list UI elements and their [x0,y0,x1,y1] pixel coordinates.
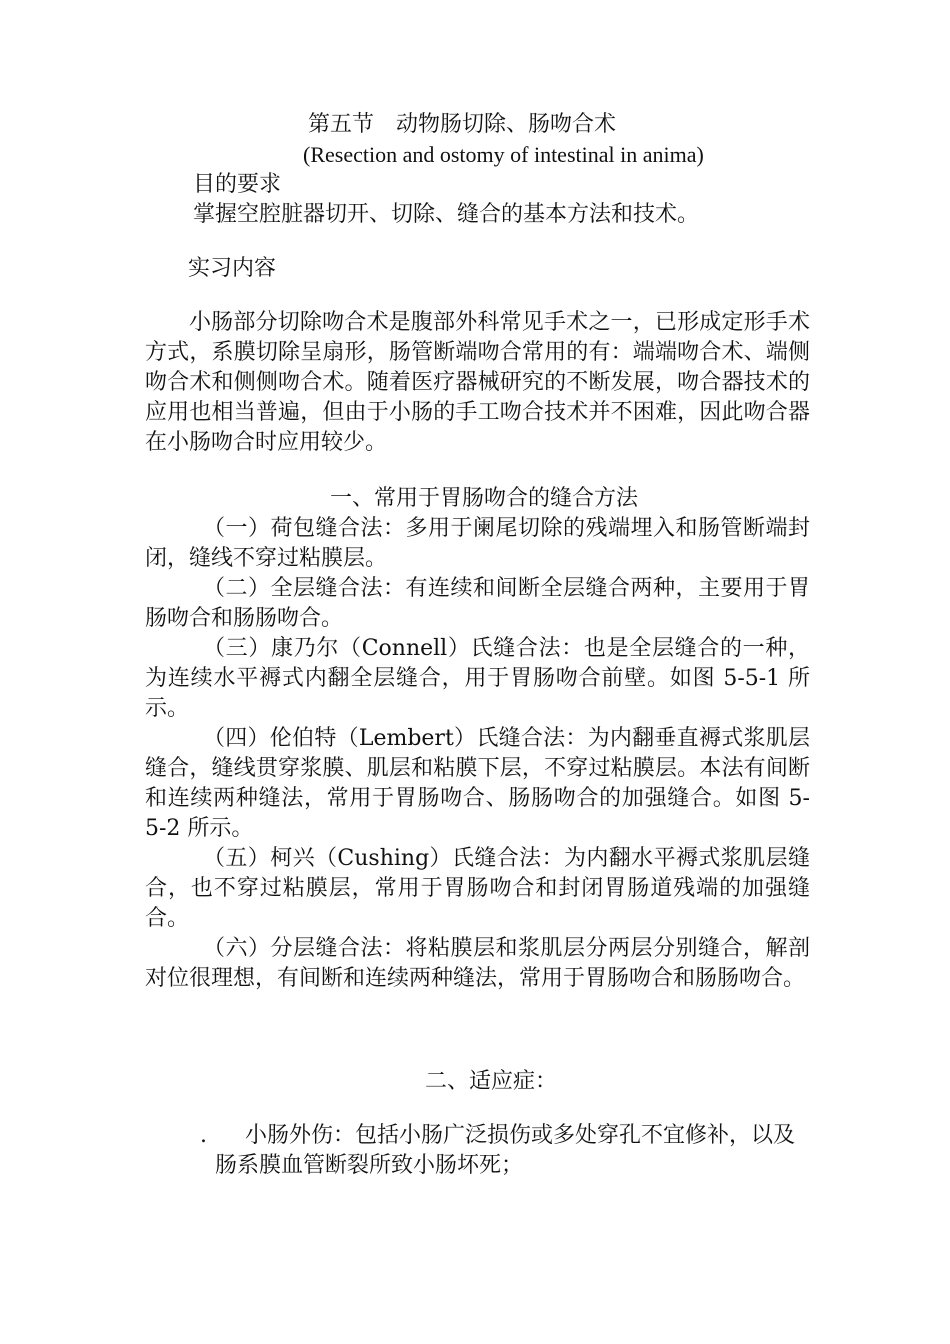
section2-heading: 二、适应症： [425,1069,558,1094]
method-item: （五）柯兴（Cushing）氏缝合法：为内翻水平褥式浆肌层缝合，也不穿过粘膜层，常用于胃肠吻合和封闭胃肠道残端的加强缝合。 [145,846,810,931]
intro-paragraph: 小肠部分切除吻合术是腹部外科常见手术之一，已形成定形手术方式，系膜切除呈扇形，肠管断端吻合常用的有：端端吻合术、端侧吻合术和侧侧吻合术。随着医疗器械研究的不断发展，吻合器技术的应用也相当普遍，但由于小肠的手工吻合技术并不困难，因此吻合器在小肠吻合时应用较少。 [145,310,810,455]
section1-heading: 一、常用于胃肠吻合的缝合方法 [330,486,639,511]
list-bullet: . [200,1123,207,1148]
method-item: （三）康乃尔（Connell）氏缝合法：也是全层缝合的一种，为连续水平褥式内翻全层缝合，用于胃肠吻合前壁。如图 5-5-1 所示。 [145,636,810,721]
method-item: （二）全层缝合法：有连续和间断全层缝合两种，主要用于胃肠吻合和肠肠吻合。 [145,576,810,631]
suture-methods-list [145,514,810,994]
method-item: （一）荷包缝合法：多用于阑尾切除的残端埋入和肠管断端封闭，缝线不穿过粘膜层。 [145,516,810,571]
section-title: 第五节 动物肠切除、肠吻合术 [308,112,617,137]
content-heading: 实习内容 [188,256,277,281]
section-subtitle-english: (Resection and ostomy of intestinal in anima) [303,142,704,167]
goal-heading: 目的要求 [193,172,282,197]
method-item: （六）分层缝合法：将粘膜层和浆肌层分两层分别缝合，解剖对位很理想，有间断和连续两种缝法，常用于胃肠吻合和肠肠吻合。 [145,936,810,991]
indication-item: 小肠外伤：包括小肠广泛损伤或多处穿孔不宜修补，以及肠系膜血管断裂所致小肠坏死； [215,1123,796,1178]
method-item: （四）伦伯特（Lembert）氏缝合法：为内翻垂直褥式浆肌层缝合，缝线贯穿浆膜、肌层和粘膜下层，不穿过粘膜层。本法有间断和连续两种缝法，常用于胃肠吻合、肠肠吻合的加强缝合。如图 5-5-2 所示。 [145,726,810,841]
goal-text: 掌握空腔脏器切开、切除、缝合的基本方法和技术。 [193,202,700,227]
